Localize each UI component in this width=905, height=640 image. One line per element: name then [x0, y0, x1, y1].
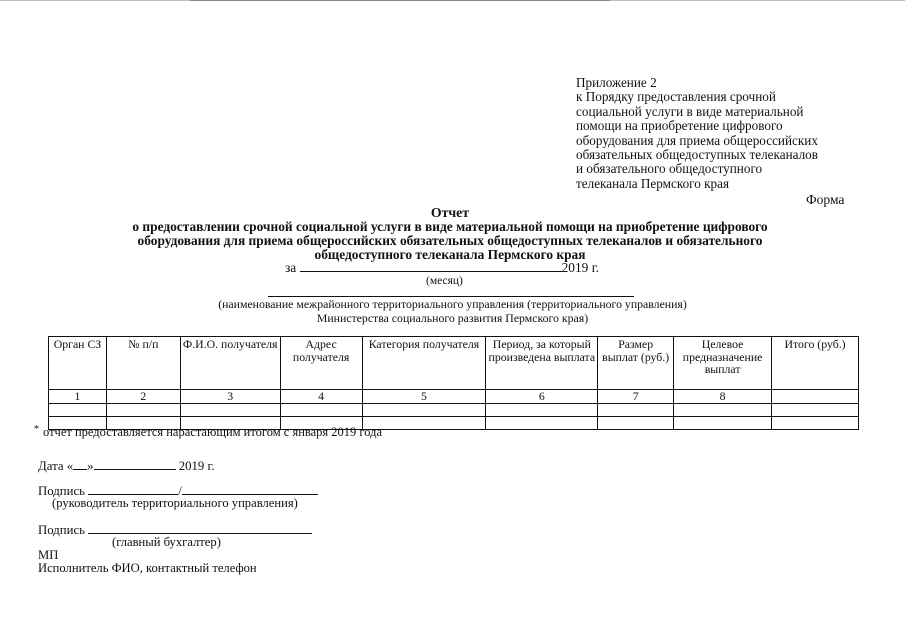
table-cell[interactable] — [486, 416, 598, 429]
column-number-row — [49, 390, 859, 404]
month-name-field[interactable] — [94, 457, 176, 470]
head-name-field[interactable] — [182, 482, 318, 495]
appendix-line: Приложение 2 — [576, 75, 657, 90]
title-line: о предоставлении срочной социальной услуги в виде материальной помощи на приобретение цифрового — [132, 219, 768, 234]
appendix-block — [576, 76, 876, 191]
signature-separator: / — [178, 484, 182, 498]
stamp-label: МП — [38, 548, 59, 562]
title-line: оборудования для приема общероссийских обязательных общедоступных телеканалов и обязательного — [137, 233, 763, 249]
date-prefix: Дата « — [38, 459, 74, 473]
column-number: 3 — [180, 390, 280, 404]
period-line — [285, 259, 599, 276]
header-cell: Целевое предназначение выплат — [674, 337, 772, 390]
table-cell[interactable] — [674, 403, 772, 416]
table-cell[interactable] — [598, 403, 674, 416]
header-cell: Период, за который произведена выплата — [486, 337, 598, 390]
table-cell[interactable] — [772, 403, 859, 416]
scan-edge-line-dark — [190, 0, 610, 1]
period-suffix: 2019 г. — [561, 260, 600, 275]
table-header-row — [49, 337, 859, 390]
header-cell: Ф.И.О. получателя — [180, 337, 280, 390]
org-hint-line: (наименование межрайонного территориального управления (территориального управления) — [218, 297, 687, 311]
signature-label: Подпись — [38, 484, 85, 498]
date-suffix: 2019 г. — [178, 459, 215, 473]
head-signature-hint: (руководитель территориального управления) — [52, 496, 298, 510]
table-cell[interactable] — [106, 403, 180, 416]
footnote-star: * — [34, 424, 39, 435]
accountant-signature-hint: (главный бухгалтер) — [112, 535, 221, 549]
footnote — [34, 425, 382, 440]
title-line: общедоступного телеканала Пермского края — [314, 247, 586, 263]
footnote-text: отчет предоставляется нарастающим итогом с января 2019 года — [43, 425, 383, 439]
column-number: 7 — [598, 390, 674, 404]
table-row — [49, 403, 859, 416]
appendix-line: телеканала Пермского края — [576, 175, 730, 191]
column-number: 5 — [362, 390, 486, 404]
appendix-line: обязательных общедоступных телеканалов — [576, 147, 818, 163]
column-number: 2 — [106, 390, 180, 404]
month-hint: (месяц) — [426, 275, 463, 287]
column-number: 6 — [486, 390, 598, 404]
table-cell[interactable] — [486, 403, 598, 416]
header-cell: Категория получателя — [362, 337, 486, 390]
column-number: 1 — [49, 390, 107, 404]
date-line — [38, 457, 215, 474]
head-signature-field[interactable] — [88, 482, 178, 495]
header-cell: № п/п — [106, 337, 180, 390]
column-number — [772, 390, 859, 404]
appendix-line: помощи на приобретение цифрового — [576, 118, 783, 134]
appendix-line: социальной услуги в виде материальной — [576, 103, 804, 119]
report-title — [20, 205, 880, 263]
appendix-line: к Порядку предоставления срочной — [576, 89, 776, 105]
table-cell[interactable] — [362, 403, 486, 416]
appendix-line: и обязательного общедоступного — [576, 161, 763, 177]
executor-line: Исполнитель ФИО, контактный телефон — [38, 561, 257, 575]
header-cell: Адрес получателя — [280, 337, 362, 390]
table-cell[interactable] — [280, 403, 362, 416]
header-cell: Размер выплат (руб.) — [598, 337, 674, 390]
month-field[interactable] — [300, 259, 562, 272]
report-table — [48, 336, 859, 430]
period-prefix: за — [285, 260, 297, 275]
table-cell[interactable] — [598, 416, 674, 429]
date-mid: » — [87, 459, 94, 473]
table-cell[interactable] — [674, 416, 772, 429]
signature-label: Подпись — [38, 523, 85, 537]
table-cell[interactable] — [49, 403, 107, 416]
table-cell[interactable] — [180, 403, 280, 416]
column-number: 4 — [280, 390, 362, 404]
column-number: 8 — [674, 390, 772, 404]
org-hint — [0, 297, 905, 325]
header-cell: Орган СЗ — [49, 337, 107, 390]
form-label: Форма — [806, 192, 845, 207]
title-main: Отчет — [430, 205, 470, 220]
appendix-line: оборудования для приема общероссийских — [576, 132, 818, 148]
org-hint-line: Министерства социального развития Пермского края) — [316, 311, 589, 325]
day-field[interactable] — [73, 457, 87, 470]
header-cell: Итого (руб.) — [772, 337, 859, 390]
accountant-signature-field[interactable] — [88, 521, 312, 534]
table-cell[interactable] — [772, 416, 859, 429]
